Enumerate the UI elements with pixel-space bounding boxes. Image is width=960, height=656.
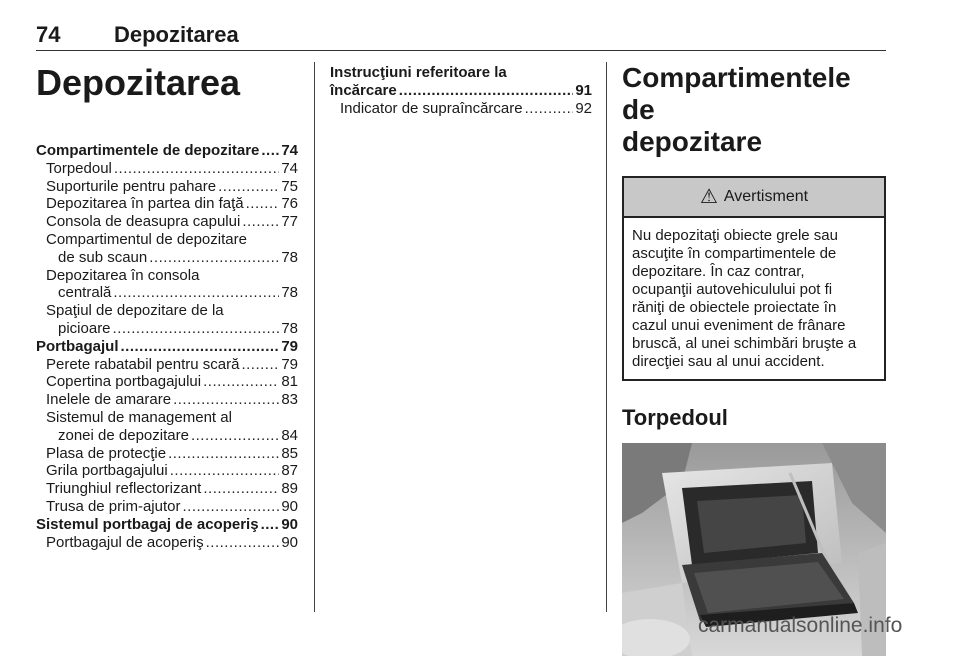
toc-entry-title: Sistemul portbagaj de acoperiş xyxy=(36,515,259,533)
toc-page-number: 79 xyxy=(281,337,298,355)
toc-entry-title: de sub scaun xyxy=(58,248,148,266)
warning-text-line: cazul unui eveniment de frânare xyxy=(632,317,846,334)
toc-page-number: 90 xyxy=(281,497,298,515)
toc-entry-line[interactable] xyxy=(330,100,592,118)
toc-entry-line[interactable] xyxy=(36,445,298,463)
toc-page-number: 79 xyxy=(281,355,298,373)
toc-entry-line[interactable] xyxy=(36,427,298,445)
toc-entry-line[interactable] xyxy=(36,498,298,516)
toc-entry-title: Portbagajul xyxy=(36,337,119,355)
toc-entry-line[interactable] xyxy=(36,284,298,302)
subsection-title: Torpedoul xyxy=(622,405,728,430)
toc-entry-title: Indicator de supraîncărcare xyxy=(340,99,523,117)
toc-page-number: 90 xyxy=(281,515,298,533)
warning-text-line: ascuţite în compartimentele de xyxy=(632,245,837,262)
toc-entry-title: Sistemul de management al xyxy=(46,408,232,426)
column-divider xyxy=(606,62,607,612)
toc-entry-title: Copertina portbagajului xyxy=(46,373,202,391)
warning-text-line: răniţi de obiectele proiectate în xyxy=(632,299,837,316)
toc-leader-dots xyxy=(168,445,279,463)
toc-page-number: 91 xyxy=(575,81,592,99)
toc-page-number: 90 xyxy=(281,533,298,551)
toc-page-number: 85 xyxy=(281,444,298,462)
toc-entry-title: Suporturile pentru pahare xyxy=(46,177,217,195)
page-header xyxy=(36,22,886,50)
warning-triangle-icon: ⚠ xyxy=(699,186,718,208)
warning-text-line: bruscă, al unei schimbări bruşte a xyxy=(632,335,857,352)
toc-entry-title: Torpedoul xyxy=(46,159,112,177)
toc-entry-line[interactable] xyxy=(36,409,298,427)
toc-column-left xyxy=(36,58,298,551)
toc-entry-title: Triunghiul reflectorizant xyxy=(46,480,202,498)
warning-text xyxy=(624,218,884,379)
toc-page-number: 84 xyxy=(281,426,298,444)
toc-entry-title: Inelele de amarare xyxy=(46,391,172,409)
toc-leader-dots xyxy=(206,534,280,552)
toc-entry-title: Spaţiul de depozitare de la xyxy=(46,302,224,320)
toc-page-number: 74 xyxy=(281,142,298,159)
content-column-right xyxy=(622,62,886,656)
toc-entry-line[interactable] xyxy=(36,320,298,338)
toc-leader-dots xyxy=(203,373,279,391)
toc-entry-line[interactable] xyxy=(36,267,298,285)
toc-leader-dots xyxy=(261,516,280,534)
toc-entry-line[interactable] xyxy=(330,82,592,100)
page-number: 74 xyxy=(36,22,61,47)
toc-leader-dots xyxy=(242,213,279,231)
toc-entry-title: Perete rabatabil pentru scară xyxy=(46,355,240,373)
toc-entry-line[interactable] xyxy=(36,231,298,249)
toc-entry-title: Instrucţiuni referitoare la xyxy=(330,64,507,81)
warning-text-line: ocupanţii autovehiculului pot fi xyxy=(632,281,833,298)
toc-entry-line[interactable] xyxy=(36,142,298,160)
warning-header xyxy=(624,178,884,218)
toc-leader-dots xyxy=(525,100,574,118)
toc-entry-line[interactable] xyxy=(36,302,298,320)
toc-leader-dots xyxy=(218,178,279,196)
toc-entry-title: zonei de depozitare xyxy=(58,426,189,444)
toc-entry-title: Trusa de prim-ajutor xyxy=(46,497,181,515)
warning-title: Avertisment xyxy=(723,188,809,205)
toc-entry-line[interactable] xyxy=(36,373,298,391)
toc-page-number: 81 xyxy=(281,373,298,391)
toc-entry-title: încărcare xyxy=(330,81,397,99)
toc-page-number: 78 xyxy=(281,284,298,302)
toc-entry-line[interactable] xyxy=(36,391,298,409)
toc-leader-dots xyxy=(191,427,279,445)
toc-leader-dots xyxy=(183,498,280,516)
toc-page-number: 92 xyxy=(575,99,592,117)
toc-entry-line[interactable] xyxy=(36,356,298,374)
section-title xyxy=(622,62,886,158)
section-title-line: Compartimentele de xyxy=(622,62,851,125)
toc-entry-title: Grila portbagajului xyxy=(46,462,168,480)
toc-entry-line[interactable] xyxy=(330,64,592,82)
toc-entry-line[interactable] xyxy=(36,338,298,356)
toc-page-number: 76 xyxy=(281,195,298,213)
toc-entry-line[interactable] xyxy=(36,462,298,480)
table-of-contents xyxy=(36,142,298,551)
toc-page-number: 75 xyxy=(281,177,298,195)
toc-entry-title: Compartimentul de depozitare xyxy=(46,230,247,248)
toc-page-number: 83 xyxy=(281,391,298,409)
toc-entry-line[interactable] xyxy=(36,534,298,552)
toc-entry-title: Depozitarea în partea din faţă xyxy=(46,195,244,213)
toc-column-middle xyxy=(330,64,592,117)
toc-entry-title: Plasa de protecţie xyxy=(46,444,167,462)
warning-text-line: Nu depozitaţi obiecte grele sau xyxy=(632,227,838,244)
toc-page-number: 78 xyxy=(281,319,298,337)
toc-leader-dots xyxy=(399,82,574,100)
toc-page-number: 74 xyxy=(281,159,298,177)
toc-leader-dots xyxy=(170,462,280,480)
toc-entry-line[interactable] xyxy=(36,178,298,196)
toc-entry-line[interactable] xyxy=(36,213,298,231)
toc-entry-line[interactable] xyxy=(36,160,298,178)
watermark: carmanualsonline.info xyxy=(698,614,903,637)
toc-entry-line[interactable] xyxy=(36,195,298,213)
toc-leader-dots xyxy=(241,356,279,374)
toc-page-number: 87 xyxy=(281,462,298,480)
toc-entry-line[interactable] xyxy=(36,516,298,534)
toc-leader-dots xyxy=(203,480,279,498)
toc-entry-title: Portbagajul de acoperiş xyxy=(46,533,204,551)
toc-entry-line[interactable] xyxy=(36,249,298,267)
toc-leader-dots xyxy=(114,160,279,178)
toc-leader-dots xyxy=(261,142,279,160)
toc-leader-dots xyxy=(149,249,279,267)
chapter-title: Depozitarea xyxy=(36,62,241,103)
toc-leader-dots xyxy=(246,195,280,213)
toc-entry-title: Depozitarea în consola xyxy=(46,266,200,284)
warning-text-line: direcţiei sau al unui accident. xyxy=(632,353,825,370)
warning-box xyxy=(622,176,886,381)
toc-entry-title: Consola de deasupra capului xyxy=(46,213,241,231)
header-divider xyxy=(36,50,886,51)
column-divider xyxy=(314,62,315,612)
warning-text-line: depozitare. În caz contrar, xyxy=(632,263,805,280)
toc-entry-title: centrală xyxy=(58,284,112,302)
toc-page-number: 77 xyxy=(281,213,298,231)
section-title-line: depozitare xyxy=(622,126,763,157)
toc-page-number: 78 xyxy=(281,248,298,266)
toc-entry-line[interactable] xyxy=(36,480,298,498)
toc-leader-dots xyxy=(121,338,280,356)
toc-entry-title: picioare xyxy=(58,319,111,337)
toc-leader-dots xyxy=(113,320,280,338)
table-of-contents-continued xyxy=(330,64,592,117)
running-section-title: Depozitarea xyxy=(114,22,239,47)
toc-leader-dots xyxy=(173,391,279,409)
toc-leader-dots xyxy=(113,284,279,302)
toc-entry-title: Compartimentele de depozitare xyxy=(36,142,260,159)
toc-page-number: 89 xyxy=(281,480,298,498)
